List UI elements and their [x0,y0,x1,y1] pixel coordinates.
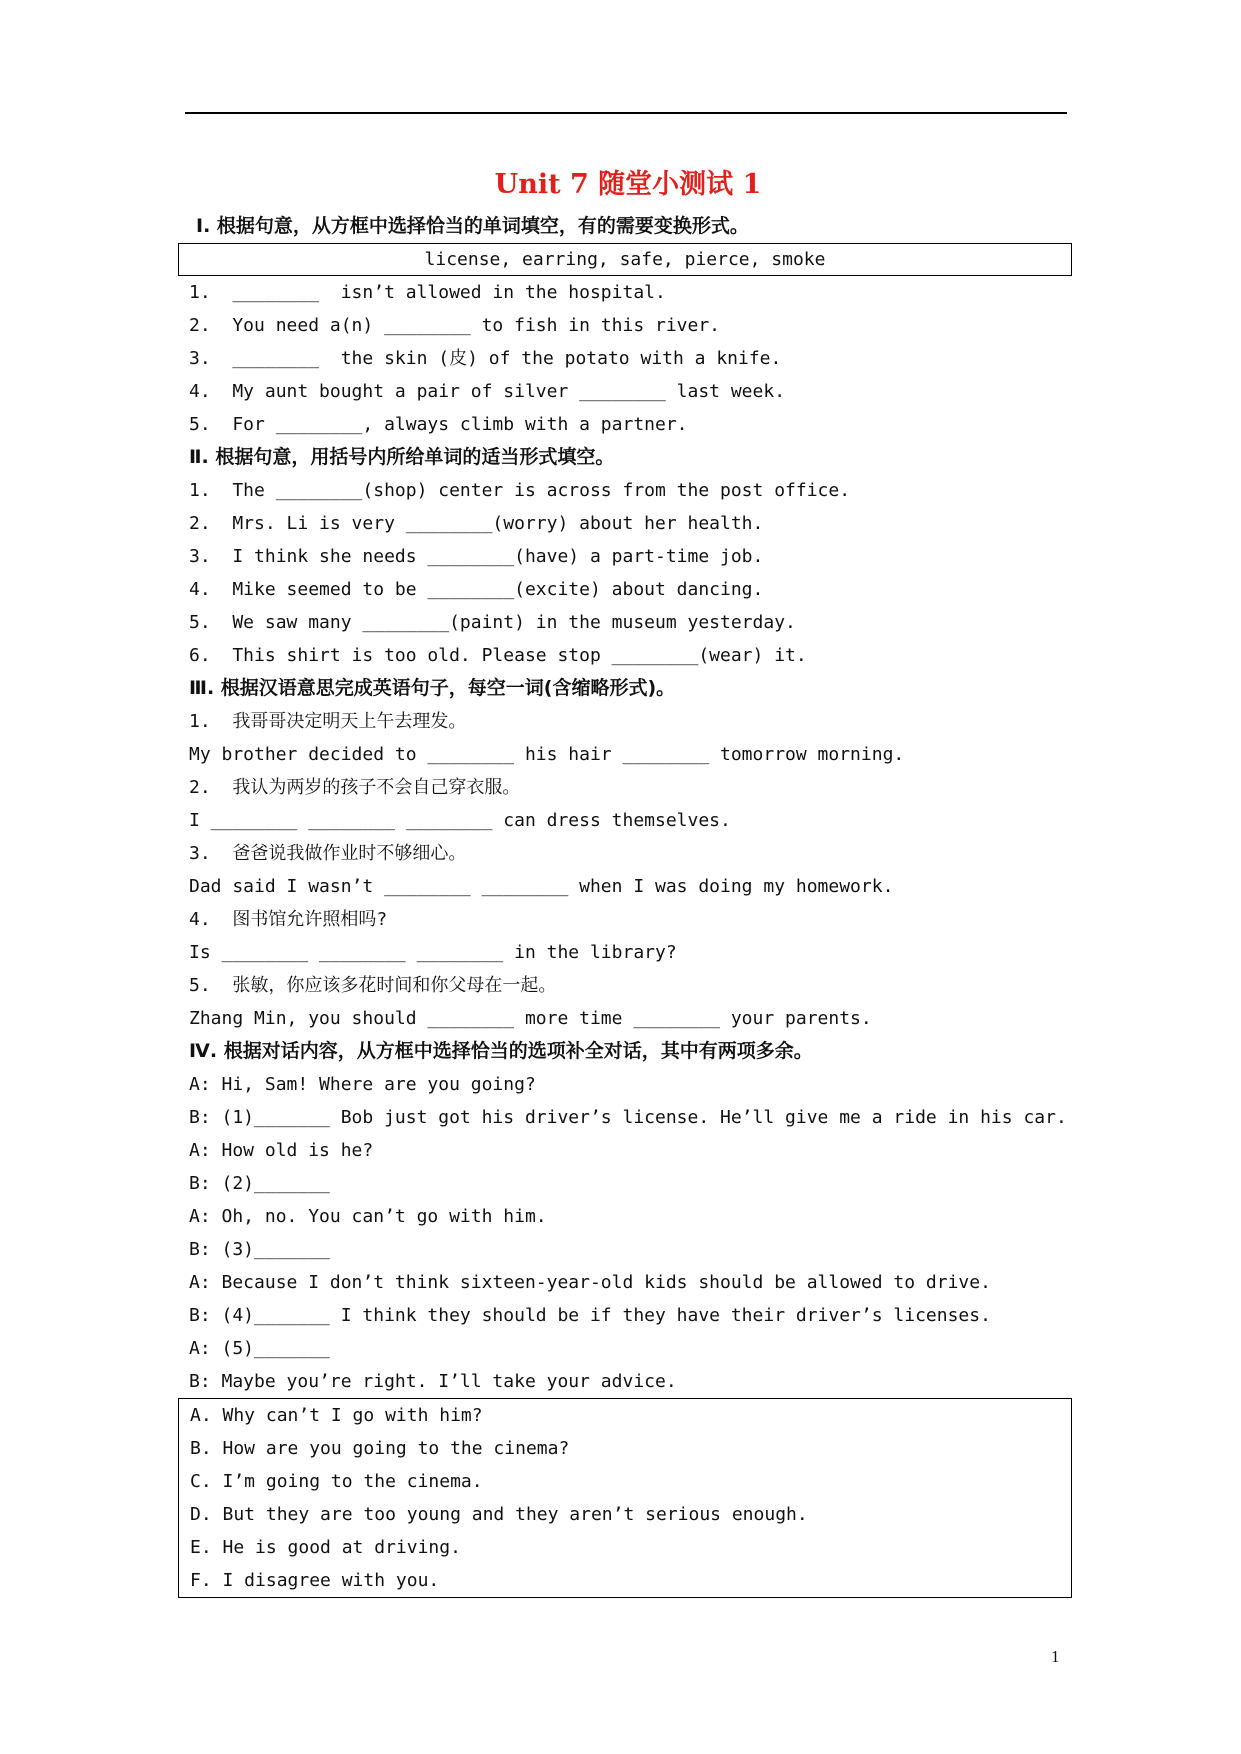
page-number: 1 [1051,1647,1060,1666]
section2-heading: Ⅱ. 根据句意，用括号内所给单词的适当形式填空。 [189,446,615,468]
word-box: license, earring, safe, pierce, smoke [178,243,1072,276]
section3-english: I ________ ________ ________ can dress themselves. [189,810,731,831]
section2-item: 1. The ________(shop) center is across from the post office. [189,480,851,501]
page-title: Unit 7 随堂小测试 1 [494,169,762,200]
section2-item: 4. Mike seemed to be ________(excite) about dancing. [189,579,764,600]
section3-chinese: 2. 我认为两岁的孩子不会自己穿衣服。 [189,777,521,798]
dialogue-line: B: (4)_______ I think they should be if they have their driver’s licenses. [189,1305,991,1326]
dialogue-line: A: Because I don’t think sixteen-year-old kids should be allowed to drive. [189,1272,991,1293]
section3-chinese: 4. 图书馆允许照相吗? [189,909,388,930]
option-item: B. How are you going to the cinema? [190,1438,570,1459]
section2-item: 6. This shirt is too old. Please stop ________(wear) it. [189,645,807,666]
section3-english: Dad said I wasn’t ________ ________ when I was doing my homework. [189,876,894,897]
dialogue-line: B: (1)_______ Bob just got his driver’s license. He’ll give me a ride in his car. [189,1107,1067,1128]
section4-heading: Ⅳ. 根据对话内容，从方框中选择恰当的选项补全对话，其中有两项多余。 [189,1040,813,1062]
section3-english: Zhang Min, you should ________ more time ________ your parents. [189,1008,872,1029]
section3-heading: Ⅲ. 根据汉语意思完成英语句子，每空一词(含缩略形式)。 [189,677,676,699]
dialogue-line: B: (2)_______ [189,1173,330,1194]
section3-chinese: 1. 我哥哥决定明天上午去理发。 [189,711,467,732]
dialogue-line: B: (3)_______ [189,1239,330,1260]
section2-item: 2. Mrs. Li is very ________(worry) about her health. [189,513,764,534]
option-item: F. I disagree with you. [190,1570,440,1591]
section2-item: 3. I think she needs ________(have) a part-time job. [189,546,764,567]
section3-chinese: 5. 张敏，你应该多花时间和你父母在一起。 [189,975,557,996]
section1-item: 5. For ________, always climb with a partner. [189,414,688,435]
option-item: D. But they are too young and they aren’t serious enough. [190,1504,808,1525]
section3-chinese: 3. 爸爸说我做作业时不够细心。 [189,843,467,864]
dialogue-line: A: (5)_______ [189,1338,330,1359]
option-item: E. He is good at driving. [190,1537,461,1558]
section2-item: 5. We saw many ________(paint) in the museum yesterday. [189,612,796,633]
section3-english: Is ________ ________ ________ in the library? [189,942,677,963]
dialogue-line: B: Maybe you’re right. I’ll take your advice. [189,1371,677,1392]
worksheet [189,160,1071,1598]
section1-item: 3. ________ the skin (皮) of the potato with a knife. [189,348,782,369]
option-item: C. I’m going to the cinema. [190,1471,483,1492]
option-item: A. Why can’t I go with him? [190,1405,483,1426]
section3-english: My brother decided to ________ his hair ________ tomorrow morning. [189,744,905,765]
section1-item: 1. ________ isn’t allowed in the hospital. [189,282,666,303]
options-box [178,1398,1072,1598]
section1-heading: Ⅰ. 根据句意，从方框中选择恰当的单词填空，有的需要变换形式。 [196,215,749,237]
section1-item: 4. My aunt bought a pair of silver ________ last week. [189,381,786,402]
dialogue-line: A: How old is he? [189,1140,374,1161]
header-rule [185,112,1067,114]
section1-item: 2. You need a(n) ________ to fish in this river. [189,315,721,336]
dialogue-line: A: Hi, Sam! Where are you going? [189,1074,536,1095]
dialogue-line: A: Oh, no. You can’t go with him. [189,1206,547,1227]
